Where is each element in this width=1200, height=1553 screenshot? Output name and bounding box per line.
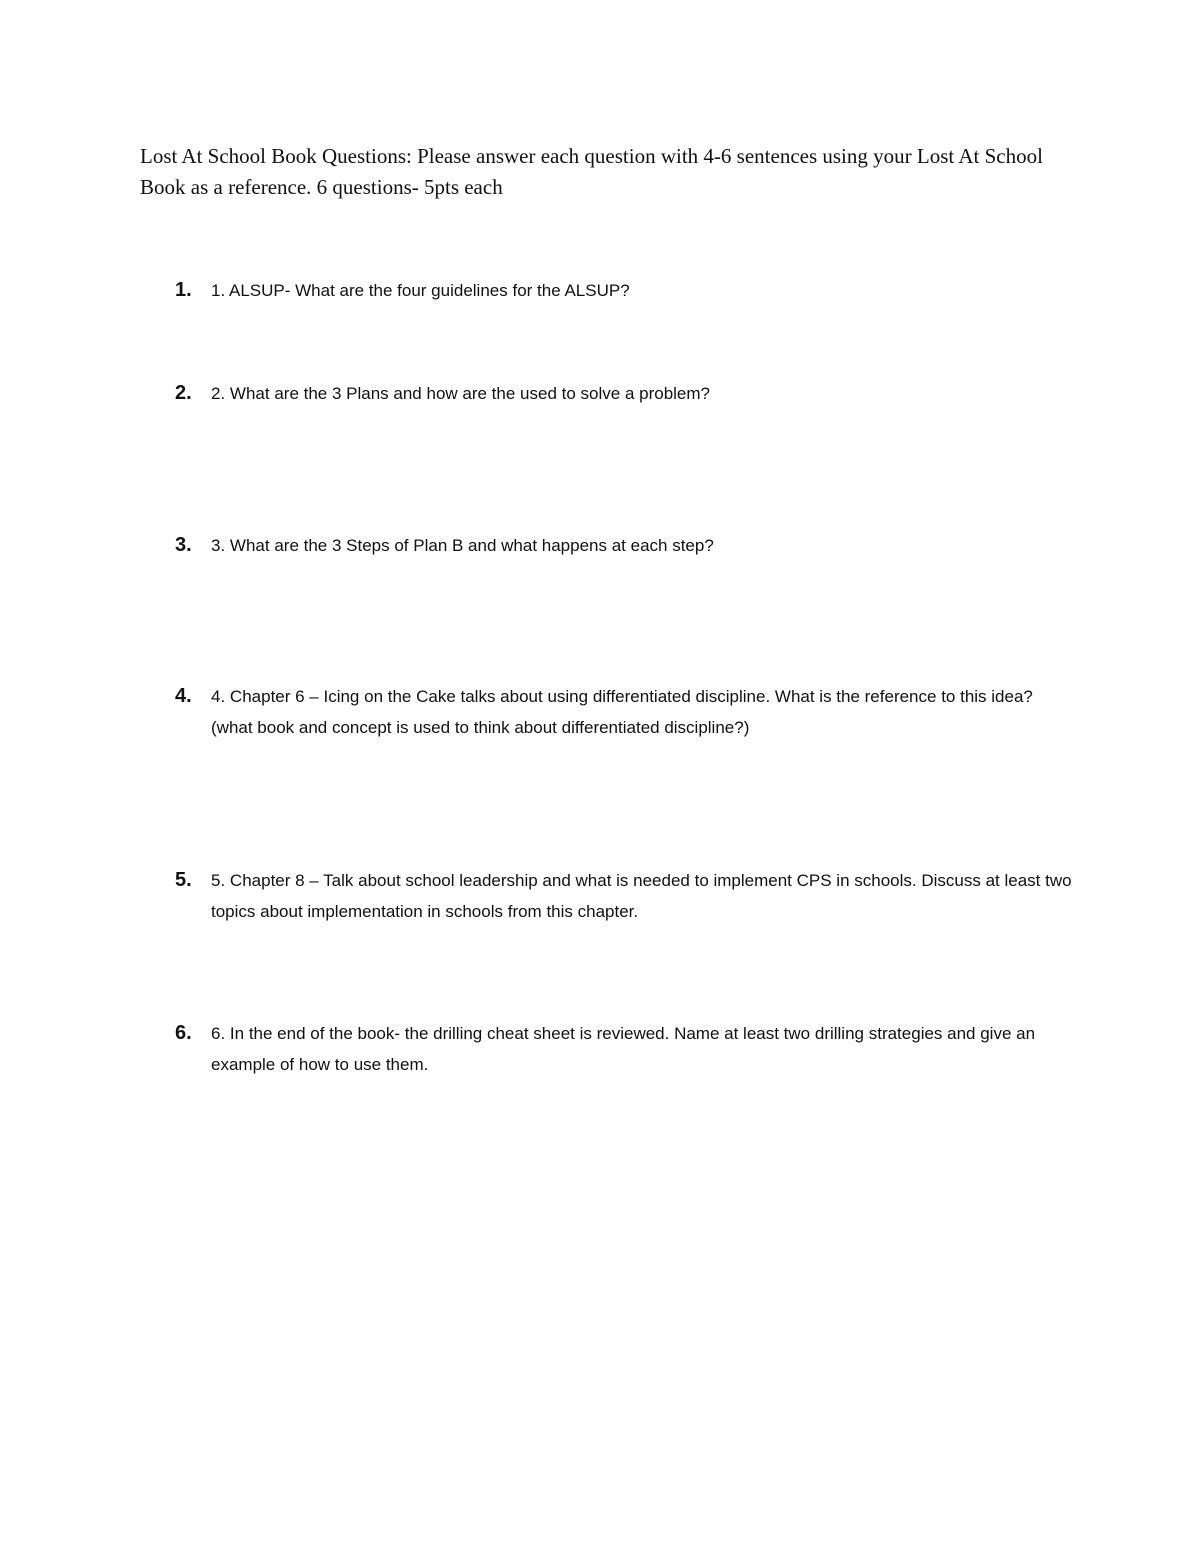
question-text: What are the 3 Plans and how are the used to solve a problem? [229, 384, 710, 403]
question-prefix: 1. [211, 281, 226, 300]
question-number: 5. [175, 869, 192, 891]
question-prefix: 3. [211, 536, 226, 555]
question-prefix: 6. [211, 1024, 226, 1043]
question-text-wrapper [211, 1018, 1075, 1080]
question-item-1 [175, 275, 1075, 306]
question-text-wrapper [211, 275, 1075, 306]
question-text-wrapper [211, 865, 1075, 927]
question-prefix: 5. [211, 871, 226, 890]
question-text: Chapter 6 – Icing on the Cake talks about using differentiated discipline. What is the reference to this idea? (what book and concept is used to think about differentiated discipline?) [211, 687, 1033, 737]
question-item-5 [175, 865, 1075, 927]
question-item-6 [175, 1018, 1075, 1080]
question-text-wrapper [211, 530, 1075, 561]
question-prefix: 4. [211, 687, 226, 706]
question-text-wrapper [211, 681, 1075, 743]
question-text: What are the 3 Steps of Plan B and what happens at each step? [229, 536, 714, 555]
question-number: 6. [175, 1022, 192, 1044]
question-item-4 [175, 681, 1075, 743]
question-number: 4. [175, 685, 192, 707]
question-prefix: 2. [211, 384, 226, 403]
question-text-wrapper [211, 378, 1075, 409]
question-number: 3. [175, 534, 192, 556]
document-heading: Lost At School Book Questions: Please answer each question with 4-6 sentences using your Lost At School Book as a reference. 6 questions- 5pts each [140, 144, 1043, 199]
question-item-2 [175, 378, 1075, 409]
question-number: 1. [175, 279, 192, 301]
question-text: In the end of the book- the drilling cheat sheet is reviewed. Name at least two drilling strategies and give an example of how to use them. [211, 1024, 1036, 1074]
question-text: Chapter 8 – Talk about school leadership and what is needed to implement CPS in schools. Discuss at least two topics about implementation in schools from this chapter. [211, 871, 1072, 921]
question-item-3 [175, 530, 1075, 561]
question-text: ALSUP- What are the four guidelines for the ALSUP? [228, 281, 630, 300]
question-number: 2. [175, 382, 192, 404]
